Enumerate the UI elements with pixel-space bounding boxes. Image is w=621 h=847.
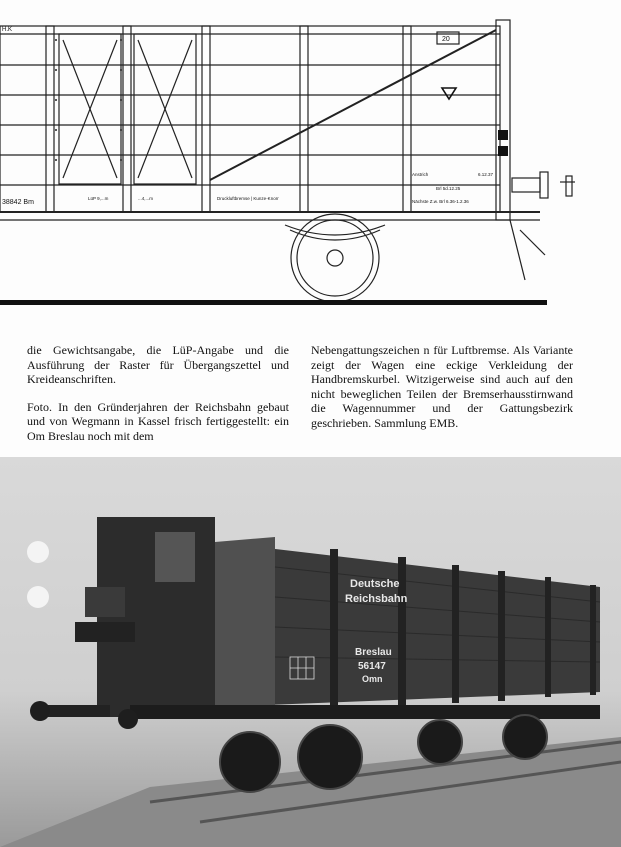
wagon-technical-drawing xyxy=(0,0,621,310)
wagon-photograph xyxy=(0,457,621,847)
drawing-label-axle: ...4,...m xyxy=(138,196,154,201)
paragraph: Nebengattungszeichen n für Luftbremse. Als Variante zeigt der Wagen eine eckige Verkleidung der Handbremskurbel. Witzigerweise sind auch auf den nicht beweglichen Teilen der Bremserhausstirnwand die Wagennummer und der Gattungsbezirk geschrieben. Sammlung EMB. xyxy=(311,343,573,430)
drawing-left-number: 38842 Bm xyxy=(2,199,34,206)
paragraph: Foto. In den Gründerjahren der Reichsbahn gebaut und von Wegmann in Kassel frisch fertiggestellt: ein Om Breslau noch mit dem xyxy=(27,399,289,443)
wagon-city: Breslau xyxy=(355,647,392,658)
wagon-text-line1: Deutsche xyxy=(350,578,400,590)
drawing-label-lup: LüP 9,...m xyxy=(88,196,109,201)
drawing-inspect-1-date: 6.12.37 xyxy=(478,172,494,177)
drawing-inspect-2: Brl 5d.12.25 xyxy=(436,186,461,191)
drawing-inspect-3: Nächste Z.w. Brl 6.36-1.2.36 xyxy=(412,199,469,204)
punch-hole xyxy=(27,541,49,563)
text-column-left xyxy=(27,343,289,456)
punch-hole xyxy=(27,586,49,608)
drawing-inspect-1: Anstrich xyxy=(412,172,429,177)
text-column-right xyxy=(311,343,573,443)
drawing-label-top: H.K xyxy=(2,27,13,33)
wagon-text-line2: Reichsbahn xyxy=(345,593,408,605)
wagon-class: Omn xyxy=(362,674,383,684)
drawing-panel-number: 20 xyxy=(442,36,450,43)
wagon-number: 56147 xyxy=(358,661,386,672)
paragraph: die Gewichtsangabe, die LüP-Angabe und die Ausführung der Raster für Übergangszettel und Kreideanschriften. xyxy=(27,343,289,386)
drawing-label-brake: Druckluftbremse | Kunze-Knorr xyxy=(217,196,279,201)
